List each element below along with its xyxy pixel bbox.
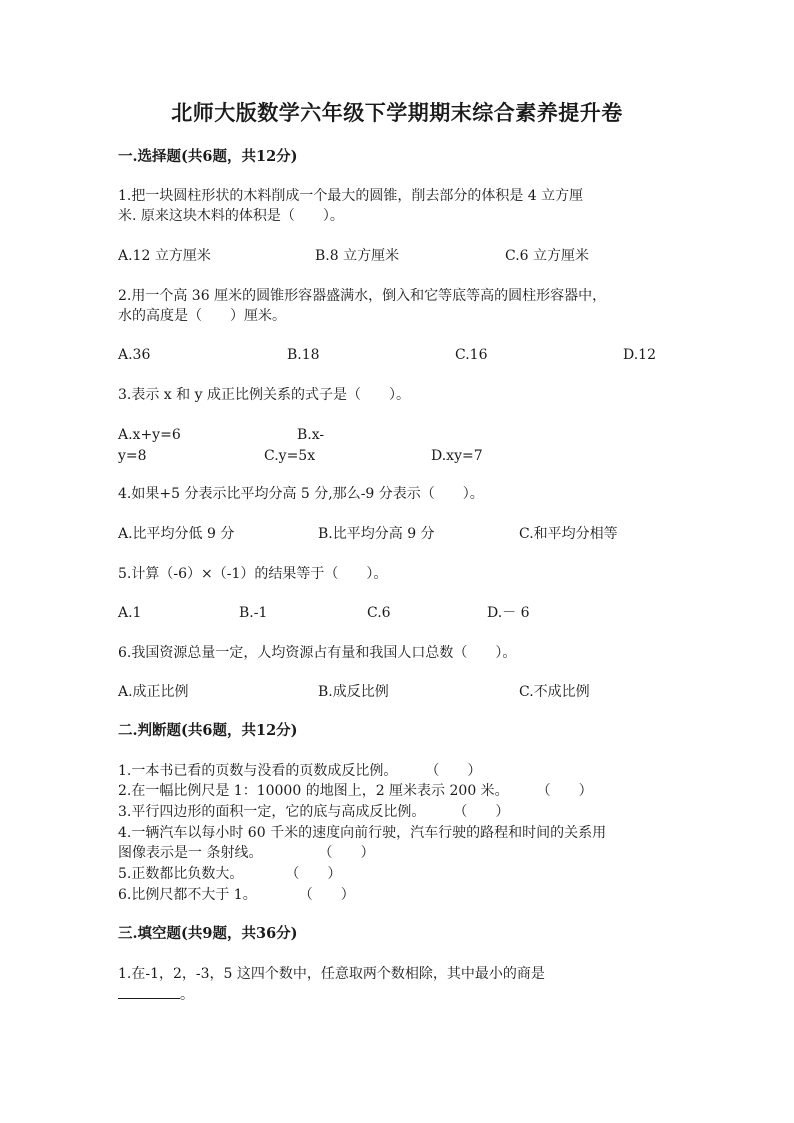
question-1-option-c[interactable]: C.6 立方厘米: [505, 248, 590, 264]
question-1-option-a[interactable]: A.12 立方厘米: [118, 248, 211, 264]
judge-item-3[interactable]: 3.平行四边形的面积一定，它的底与高成反比例。 （ ）: [118, 804, 510, 820]
question-3-option-d[interactable]: D.xy=7: [431, 448, 483, 464]
question-3-line-1: 3.表示 x 和 y 成正比例关系的式子是（ ）。: [118, 387, 410, 403]
question-4-option-a[interactable]: A.比平均分低 9 分: [118, 526, 235, 542]
question-4-option-c[interactable]: C.和平均分相等: [519, 526, 618, 542]
question-5-line-1: 5.计算（-6）×（-1）的结果等于（ ）。: [118, 566, 388, 582]
judge-item-6[interactable]: 6.比例尺都不大于 1。 （ ）: [118, 887, 355, 903]
question-3-option-a[interactable]: A.x+y=6: [118, 427, 181, 443]
fill-item-1-line-1: 1.在-1，2，-3，5 这四个数中，任意取两个数相除，其中最小的商是: [118, 966, 545, 982]
judge-item-1[interactable]: 1.一本书已看的页数与没看的页数成反比例。 （ ）: [118, 763, 482, 779]
question-2-line-2: 水的高度是（ ）厘米。: [118, 308, 286, 324]
section-heading-judge: 二.判断题(共6题，共12分): [118, 722, 298, 739]
judge-item-5[interactable]: 5.正数都比负数大。 （ ）: [118, 866, 342, 882]
section-heading-fill: 三.填空题(共9题，共36分): [118, 925, 298, 942]
question-6-option-a[interactable]: A.成正比例: [118, 684, 189, 700]
exam-title: 北师大版数学六年级下学期期末综合素养提升卷: [171, 100, 623, 125]
question-2-line-1: 2.用一个高 36 厘米的圆锥形容器盛满水，倒入和它等底等高的圆柱形容器中，: [118, 288, 607, 304]
answer-blank[interactable]: [118, 986, 180, 999]
question-3-option-b-part-2[interactable]: y=8: [118, 448, 147, 464]
question-2-option-b[interactable]: B.18: [287, 347, 320, 363]
fill-item-1-line-2: [118, 986, 194, 1003]
question-1-line-1: 1.把一块圆柱形状的木料削成一个最大的圆锥，削去部分的体积是 4 立方厘: [118, 188, 584, 204]
judge-item-4-line-1[interactable]: 4.一辆汽车以每小时 60 千米的速度向前行驶，汽车行驶的路程和时间的关系用: [118, 825, 607, 841]
question-1-line-2: 米. 原来这块木料的体积是（ ）。: [118, 208, 344, 224]
question-2-option-c[interactable]: C.16: [455, 347, 488, 363]
question-5-option-d[interactable]: D.－ 6: [487, 605, 530, 621]
question-3-option-c[interactable]: C.y=5x: [264, 448, 316, 464]
question-3-option-b-part-1[interactable]: B.x-: [297, 427, 325, 443]
question-4-line-1: 4.如果+5 分表示比平均分高 5 分,那么-9 分表示（ ）。: [118, 486, 484, 502]
question-6-line-1: 6.我国资源总量一定，人均资源占有量和我国人口总数（ ）。: [118, 645, 517, 661]
question-2-option-d[interactable]: D.12: [623, 347, 656, 363]
question-5-option-c[interactable]: C.6: [367, 605, 391, 621]
question-1-option-b[interactable]: B.8 立方厘米: [315, 248, 400, 264]
question-2-option-a[interactable]: A.36: [118, 347, 151, 363]
question-5-option-b[interactable]: B.-1: [239, 605, 268, 621]
question-6-option-b[interactable]: B.成反比例: [318, 684, 389, 700]
fill-item-1-end-punct: 。: [180, 987, 194, 1003]
question-5-option-a[interactable]: A.1: [118, 605, 142, 621]
section-heading-choice: 一.选择题(共6题，共12分): [118, 148, 298, 165]
question-4-option-b[interactable]: B.比平均分高 9 分: [318, 526, 435, 542]
question-6-option-c[interactable]: C.不成比例: [519, 684, 590, 700]
judge-item-4-line-2[interactable]: 图像表示是一 条射线。 （ ）: [118, 845, 375, 861]
judge-item-2[interactable]: 2.在一幅比例尺是 1：10000 的地图上，2 厘米表示 200 米。 （ ）: [118, 783, 593, 799]
